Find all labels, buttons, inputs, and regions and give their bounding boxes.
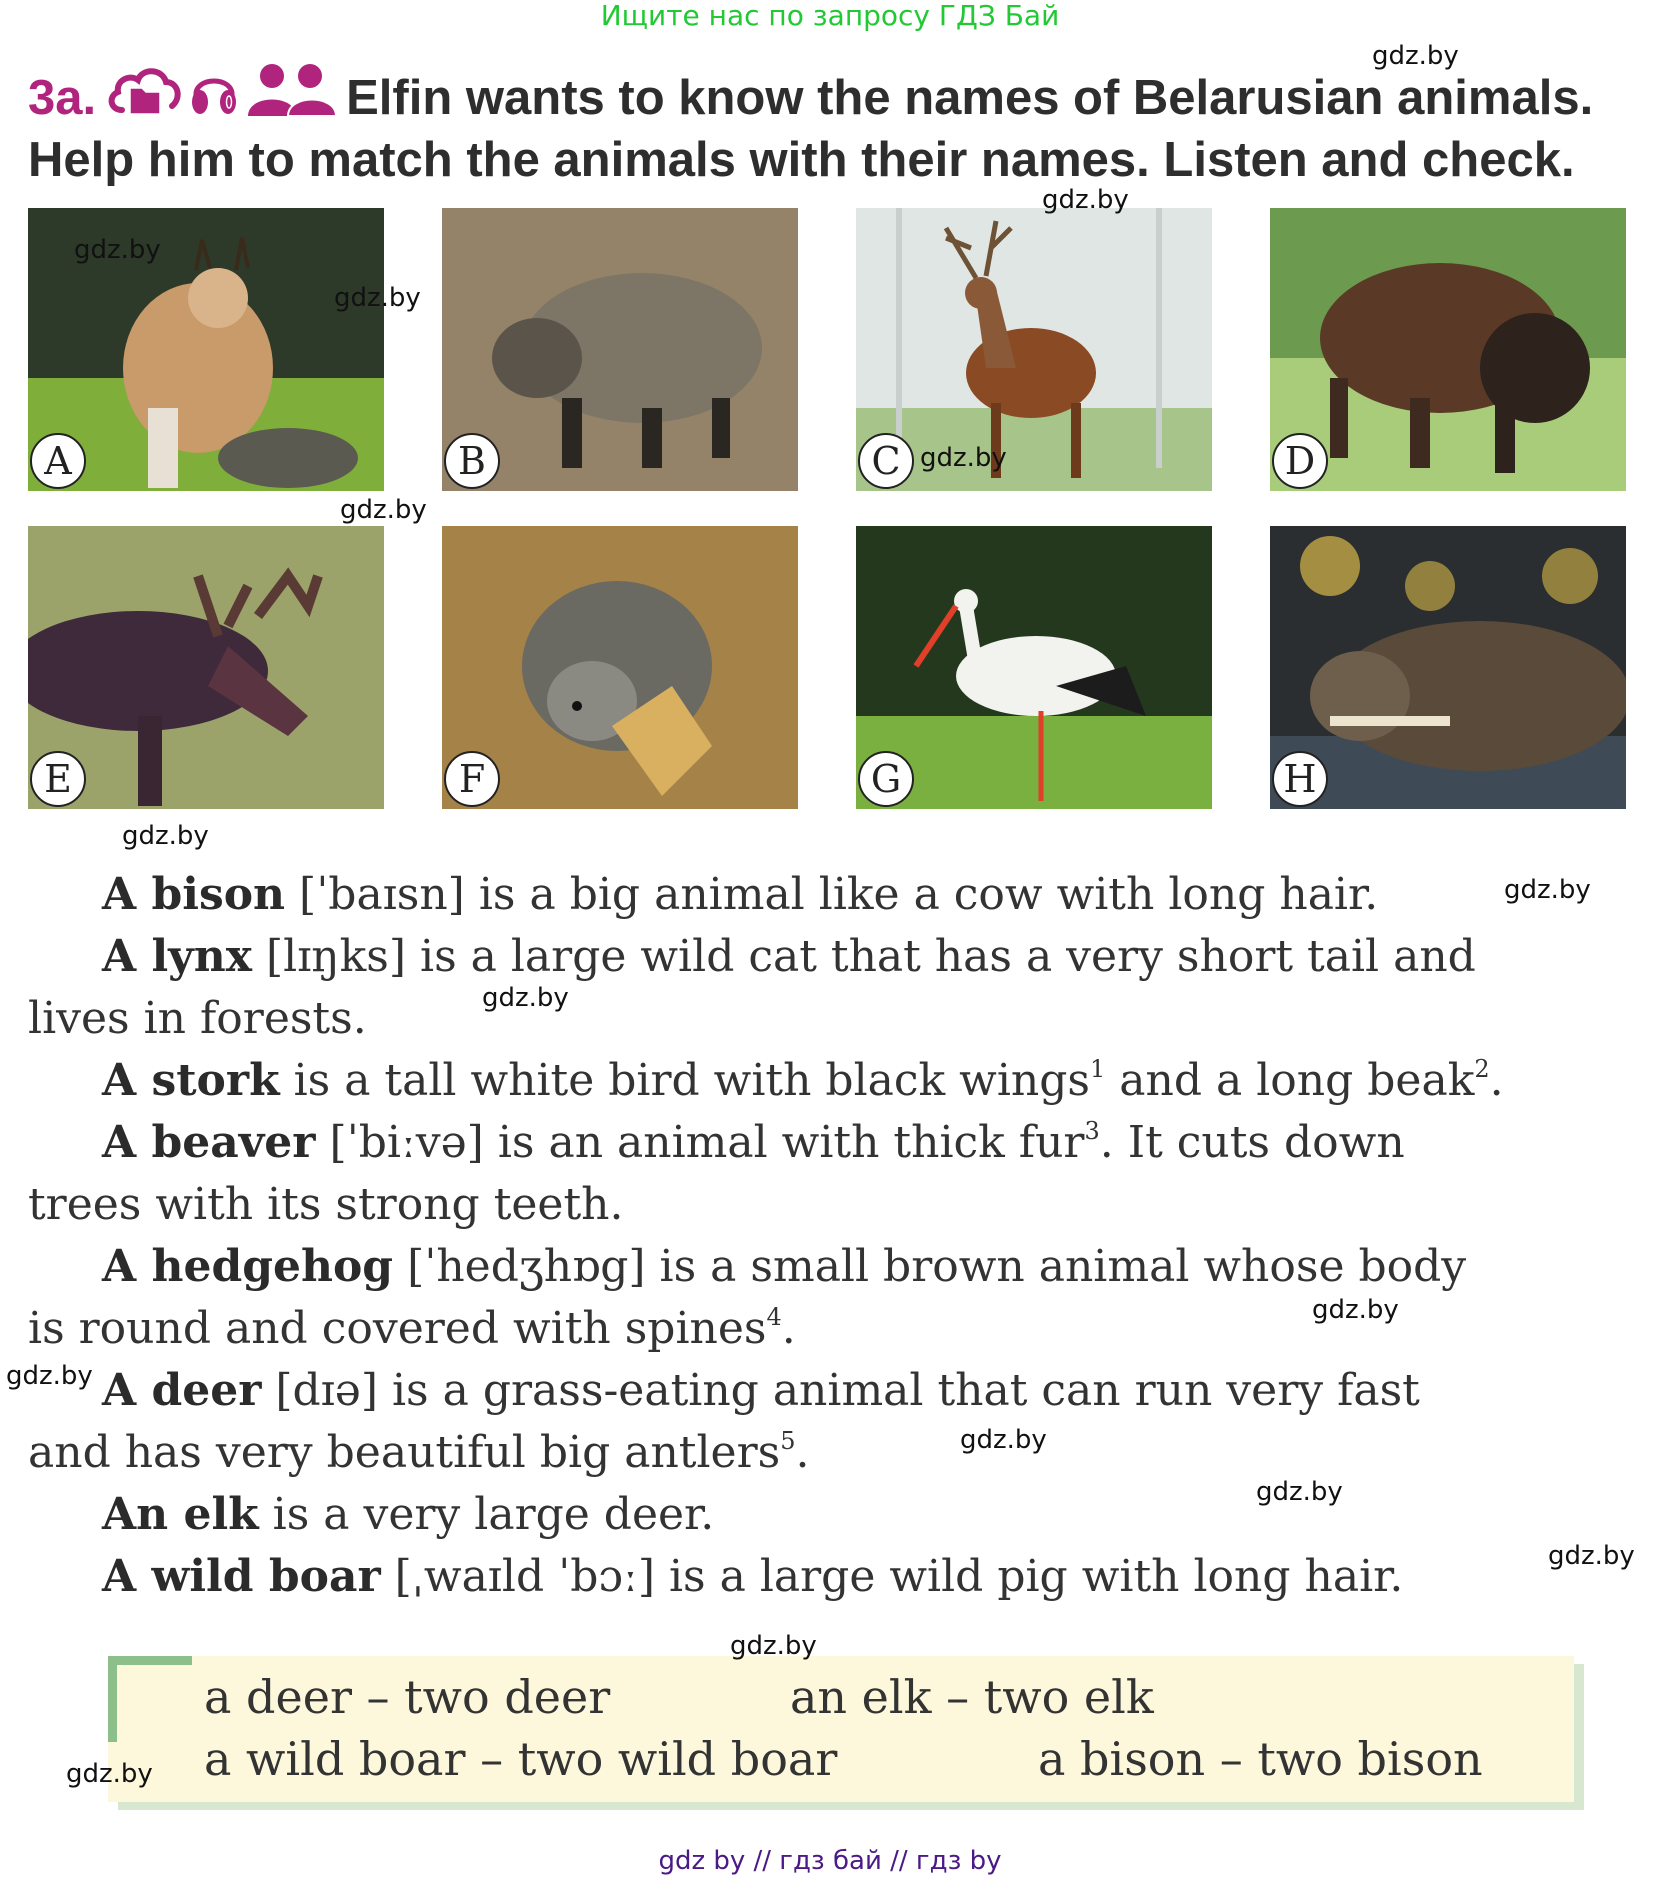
note-corner-decoration	[108, 1656, 117, 1742]
definition-elk: An elk is a very large deer.	[102, 1489, 715, 1540]
footnote-4: 4	[766, 1303, 782, 1331]
watermark: gdz.by	[340, 495, 427, 525]
definition-stork: A stork is a tall white bird with black wings$^1$ and a long beak$^2$.	[102, 1055, 1504, 1106]
exercise-icons	[106, 62, 338, 130]
photo-label-a: A	[30, 433, 86, 489]
watermark: gdz.by	[334, 283, 421, 313]
title-line-2: Help him to match the animals with their names. Listen and check.	[28, 133, 1575, 187]
term-elk: An elk	[102, 1489, 259, 1540]
watermark: gdz.by	[66, 1759, 153, 1789]
photo-g-stork	[856, 526, 1212, 809]
term-wild-boar: A wild boar	[102, 1551, 381, 1602]
photo-label-d: D	[1272, 433, 1328, 489]
watermark: gdz.by	[920, 443, 1007, 473]
search-banner: Ищите нас по запросу ГДЗ Бай	[600, 0, 1060, 32]
term-stork: A stork	[102, 1055, 280, 1106]
photo-label-h: H	[1272, 751, 1328, 807]
headphones-icon	[190, 66, 238, 130]
pair-work-icon	[246, 62, 338, 130]
photo-d-bison	[1270, 208, 1626, 491]
watermark: gdz.by	[960, 1425, 1047, 1455]
watermark: gdz.by	[482, 983, 569, 1013]
watermark: gdz.by	[1372, 41, 1459, 71]
photo-c-deer	[856, 208, 1212, 491]
photo-label-f: F	[444, 751, 500, 807]
exercise-number: 3a.	[28, 71, 97, 125]
watermark: gdz.by	[122, 821, 209, 851]
footnote-2: 2	[1474, 1055, 1490, 1083]
definition-hedgehog: A hedgehog [ˈhedʒhɒg] is a small brown animal whose body is round and covered with spines$^4$.	[28, 1241, 1467, 1354]
definition-deer: A deer [dɪə] is a grass-eating animal that can run very fast and has very beautiful big antlers$^5$.	[28, 1365, 1420, 1478]
definition-lynx: A lynx [lɪŋks] is a large wild cat that has a very short tail and lives in forests.	[28, 931, 1476, 1044]
footer-links: gdz by // гдз бай // гдз by	[658, 1846, 1002, 1876]
note-corner-decoration	[108, 1656, 192, 1665]
term-bison: A bison	[102, 869, 286, 920]
note-item: an elk – two elk	[790, 1670, 1154, 1724]
watermark: gdz.by	[1548, 1541, 1635, 1571]
note-item: a wild boar – two wild boar	[204, 1732, 838, 1786]
watermark: gdz.by	[1256, 1477, 1343, 1507]
cloud-folder-icon	[106, 66, 182, 130]
title-line-1: Elfin wants to know the names of Belarusian animals.	[346, 71, 1594, 125]
photo-label-g: G	[858, 751, 914, 807]
watermark: gdz.by	[6, 1361, 93, 1391]
photo-h-beaver	[1270, 526, 1626, 809]
note-item: a bison – two bison	[1038, 1732, 1483, 1786]
definition-bison: A bison [ˈbaɪsn] is a big animal like a cow with long hair.	[102, 869, 1379, 920]
watermark: gdz.by	[74, 235, 161, 265]
definition-beaver: A beaver [ˈbiːvə] is an animal with thick fur$^3$. It cuts down trees with its strong teeth.	[28, 1117, 1405, 1230]
footnote-1: 1	[1090, 1055, 1106, 1083]
watermark: gdz.by	[1042, 185, 1129, 215]
note-item: a deer – two deer	[204, 1670, 611, 1724]
photo-f-hedgehog	[442, 526, 798, 809]
photo-label-b: B	[444, 433, 500, 489]
watermark: gdz.by	[1312, 1295, 1399, 1325]
term-beaver: A beaver	[102, 1117, 316, 1168]
definition-wild-boar: A wild boar [ˌwaɪld ˈbɔː] is a large wild pig with long hair.	[102, 1551, 1404, 1602]
photo-label-c: C	[858, 433, 914, 489]
watermark: gdz.by	[730, 1631, 817, 1661]
photo-b-wild-boar	[442, 208, 798, 491]
photo-label-e: E	[30, 751, 86, 807]
term-deer: A deer	[102, 1365, 262, 1416]
watermark: gdz.by	[1504, 875, 1591, 905]
footnote-5: 5	[780, 1427, 796, 1455]
plural-note-box	[108, 1656, 1574, 1802]
photo-e-elk	[28, 526, 384, 809]
exercise-heading	[28, 62, 1638, 190]
term-lynx: A lynx	[102, 931, 252, 982]
term-hedgehog: A hedgehog	[102, 1241, 394, 1292]
footnote-3: 3	[1084, 1117, 1100, 1145]
